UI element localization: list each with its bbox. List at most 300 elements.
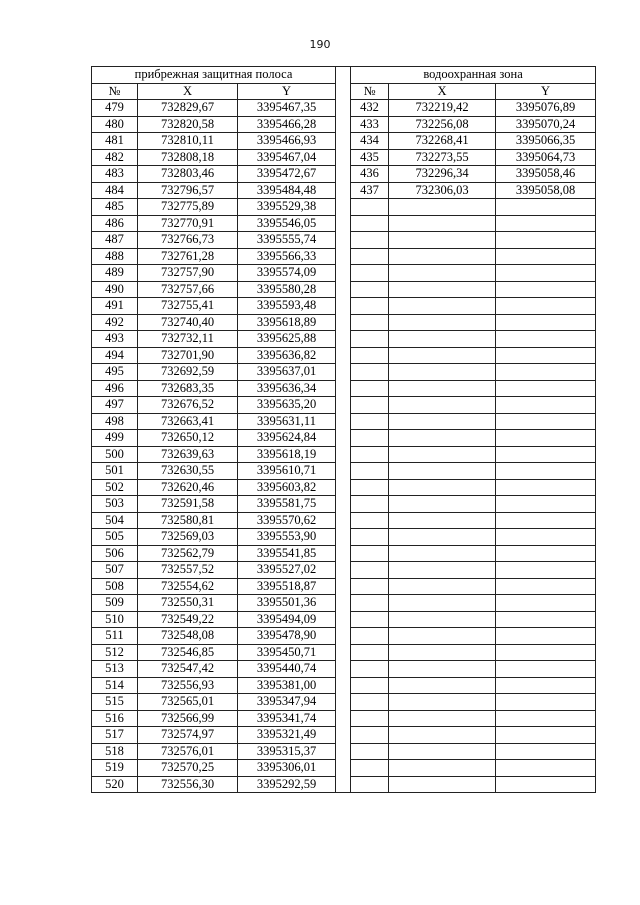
right-cell-y <box>496 232 596 249</box>
left-cell-number: 506 <box>92 545 138 562</box>
left-cell-x: 732565,01 <box>138 694 238 711</box>
left-cell-x: 732546,85 <box>138 644 238 661</box>
table-row <box>92 529 596 546</box>
right-cell-y <box>496 314 596 331</box>
right-cell-y: 3395058,46 <box>496 166 596 183</box>
right-cell-x: 732256,08 <box>389 116 496 133</box>
section-gap <box>336 314 351 331</box>
right-cell-number <box>351 331 389 348</box>
left-cell-x: 732803,46 <box>138 166 238 183</box>
right-cell-y <box>496 677 596 694</box>
left-cell-y: 3395603,82 <box>238 479 336 496</box>
left-cell-number: 500 <box>92 446 138 463</box>
left-cell-number: 490 <box>92 281 138 298</box>
right-cell-y <box>496 248 596 265</box>
table-row <box>92 694 596 711</box>
right-cell-y <box>496 199 596 216</box>
section-gap <box>336 529 351 546</box>
right-cell-number <box>351 463 389 480</box>
right-cell-y <box>496 331 596 348</box>
left-cell-y: 3395466,28 <box>238 116 336 133</box>
table-row <box>92 166 596 183</box>
right-cell-x <box>389 479 496 496</box>
table-row <box>92 100 596 117</box>
right-cell-x <box>389 727 496 744</box>
section-gap <box>336 116 351 133</box>
left-cell-x: 732554,62 <box>138 578 238 595</box>
right-cell-y: 3395058,08 <box>496 182 596 199</box>
section-gap <box>336 661 351 678</box>
table-row <box>92 661 596 678</box>
left-cell-x: 732650,12 <box>138 430 238 447</box>
left-cell-y: 3395610,71 <box>238 463 336 480</box>
right-cell-x <box>389 232 496 249</box>
right-cell-x <box>389 677 496 694</box>
right-cell-x <box>389 199 496 216</box>
right-cell-number <box>351 364 389 381</box>
column-header-row <box>92 83 596 100</box>
left-cell-x: 732566,99 <box>138 710 238 727</box>
right-cell-y <box>496 776 596 793</box>
left-cell-y: 3395450,71 <box>238 644 336 661</box>
section-gap <box>336 446 351 463</box>
table-row <box>92 248 596 265</box>
left-cell-y: 3395484,48 <box>238 182 336 199</box>
table-row <box>92 281 596 298</box>
left-cell-x: 732570,25 <box>138 760 238 777</box>
right-cell-number <box>351 380 389 397</box>
left-cell-y: 3395555,74 <box>238 232 336 249</box>
left-cell-number: 504 <box>92 512 138 529</box>
left-cell-number: 505 <box>92 529 138 546</box>
table-row <box>92 364 596 381</box>
section-gap <box>336 265 351 282</box>
table-row <box>92 133 596 150</box>
table-row <box>92 397 596 414</box>
right-cell-y <box>496 743 596 760</box>
right-cell-x <box>389 760 496 777</box>
right-cell-number <box>351 496 389 513</box>
right-cell-y <box>496 215 596 232</box>
left-cell-x: 732740,40 <box>138 314 238 331</box>
right-cell-number <box>351 265 389 282</box>
left-cell-y: 3395593,48 <box>238 298 336 315</box>
section-gap <box>336 413 351 430</box>
left-cell-number: 507 <box>92 562 138 579</box>
section-gap <box>336 166 351 183</box>
table-row <box>92 314 596 331</box>
left-cell-y: 3395624,84 <box>238 430 336 447</box>
left-cell-number: 499 <box>92 430 138 447</box>
section-gap <box>336 727 351 744</box>
right-cell-number <box>351 479 389 496</box>
left-cell-x: 732770,91 <box>138 215 238 232</box>
right-cell-x <box>389 776 496 793</box>
right-cell-number: 435 <box>351 149 389 166</box>
right-cell-number <box>351 628 389 645</box>
section-gap <box>336 67 351 84</box>
left-cell-y: 3395541,85 <box>238 545 336 562</box>
left-cell-number: 497 <box>92 397 138 414</box>
left-cell-y: 3395636,34 <box>238 380 336 397</box>
left-header-number: № <box>92 83 138 100</box>
right-cell-y <box>496 611 596 628</box>
right-cell-number <box>351 512 389 529</box>
right-cell-y <box>496 380 596 397</box>
left-cell-number: 483 <box>92 166 138 183</box>
right-cell-y <box>496 413 596 430</box>
right-cell-number <box>351 694 389 711</box>
right-cell-y <box>496 529 596 546</box>
right-cell-number <box>351 562 389 579</box>
section-gap <box>336 149 351 166</box>
right-cell-number <box>351 314 389 331</box>
left-cell-x: 732820,58 <box>138 116 238 133</box>
left-cell-x: 732732,11 <box>138 331 238 348</box>
right-cell-y: 3395066,35 <box>496 133 596 150</box>
table-row <box>92 776 596 793</box>
right-cell-number <box>351 215 389 232</box>
left-cell-x: 732683,35 <box>138 380 238 397</box>
left-cell-x: 732569,03 <box>138 529 238 546</box>
left-cell-number: 486 <box>92 215 138 232</box>
right-cell-number <box>351 710 389 727</box>
table-row <box>92 298 596 315</box>
right-cell-x <box>389 215 496 232</box>
right-cell-x <box>389 413 496 430</box>
left-header-y: Y <box>238 83 336 100</box>
left-cell-x: 732755,41 <box>138 298 238 315</box>
left-cell-x: 732549,22 <box>138 611 238 628</box>
left-cell-x: 732580,81 <box>138 512 238 529</box>
left-cell-y: 3395636,82 <box>238 347 336 364</box>
section-gap <box>336 562 351 579</box>
left-cell-number: 517 <box>92 727 138 744</box>
left-cell-x: 732692,59 <box>138 364 238 381</box>
left-cell-x: 732766,73 <box>138 232 238 249</box>
left-cell-number: 494 <box>92 347 138 364</box>
section-gap <box>336 133 351 150</box>
right-cell-number <box>351 611 389 628</box>
left-cell-number: 485 <box>92 199 138 216</box>
left-cell-y: 3395440,74 <box>238 661 336 678</box>
right-cell-y <box>496 727 596 744</box>
right-cell-y: 3395076,89 <box>496 100 596 117</box>
right-cell-number <box>351 595 389 612</box>
right-cell-number <box>351 232 389 249</box>
section-gap <box>336 512 351 529</box>
left-cell-x: 732829,67 <box>138 100 238 117</box>
coordinates-table <box>91 66 596 793</box>
left-cell-number: 509 <box>92 595 138 612</box>
left-cell-number: 511 <box>92 628 138 645</box>
table-row <box>92 463 596 480</box>
left-cell-number: 482 <box>92 149 138 166</box>
right-cell-number <box>351 743 389 760</box>
left-cell-number: 479 <box>92 100 138 117</box>
left-cell-number: 493 <box>92 331 138 348</box>
table-row <box>92 430 596 447</box>
left-cell-number: 495 <box>92 364 138 381</box>
section-gap <box>336 760 351 777</box>
right-cell-x <box>389 463 496 480</box>
right-cell-x <box>389 248 496 265</box>
page-number: 190 <box>309 38 331 51</box>
section-gap <box>336 496 351 513</box>
table-row <box>92 562 596 579</box>
left-cell-number: 498 <box>92 413 138 430</box>
left-cell-y: 3395527,02 <box>238 562 336 579</box>
left-cell-number: 489 <box>92 265 138 282</box>
right-cell-number: 434 <box>351 133 389 150</box>
right-cell-number <box>351 661 389 678</box>
left-cell-x: 732557,52 <box>138 562 238 579</box>
right-cell-number <box>351 446 389 463</box>
right-cell-y <box>496 298 596 315</box>
left-header-x: X <box>138 83 238 100</box>
right-cell-y <box>496 430 596 447</box>
section-gap <box>336 578 351 595</box>
left-cell-number: 491 <box>92 298 138 315</box>
table-row <box>92 743 596 760</box>
right-cell-y: 3395070,24 <box>496 116 596 133</box>
right-cell-number: 432 <box>351 100 389 117</box>
table-row <box>92 446 596 463</box>
right-cell-x <box>389 562 496 579</box>
section-gap <box>336 545 351 562</box>
right-cell-number <box>351 413 389 430</box>
right-cell-x <box>389 364 496 381</box>
left-cell-y: 3395472,67 <box>238 166 336 183</box>
section-gap <box>336 232 351 249</box>
section-gap <box>336 248 351 265</box>
left-cell-number: 492 <box>92 314 138 331</box>
section-gap <box>336 677 351 694</box>
left-cell-number: 520 <box>92 776 138 793</box>
coordinates-table-body <box>92 67 596 793</box>
right-cell-number <box>351 281 389 298</box>
table-row <box>92 215 596 232</box>
right-cell-x <box>389 545 496 562</box>
right-cell-y <box>496 578 596 595</box>
right-cell-x <box>389 446 496 463</box>
section-gap <box>336 776 351 793</box>
table-row <box>92 347 596 364</box>
right-cell-number <box>351 727 389 744</box>
section-gap <box>336 364 351 381</box>
left-cell-y: 3395566,33 <box>238 248 336 265</box>
right-cell-number <box>351 644 389 661</box>
right-cell-y <box>496 364 596 381</box>
right-cell-x <box>389 397 496 414</box>
right-cell-number: 436 <box>351 166 389 183</box>
right-cell-x <box>389 710 496 727</box>
section-gap <box>336 430 351 447</box>
right-cell-x <box>389 644 496 661</box>
left-cell-number: 480 <box>92 116 138 133</box>
right-cell-y <box>496 562 596 579</box>
section-gap <box>336 331 351 348</box>
section-gap <box>336 215 351 232</box>
right-cell-x <box>389 347 496 364</box>
table-row <box>92 760 596 777</box>
left-cell-y: 3395553,90 <box>238 529 336 546</box>
right-cell-y <box>496 347 596 364</box>
right-cell-number <box>351 760 389 777</box>
right-cell-y <box>496 397 596 414</box>
right-cell-y <box>496 479 596 496</box>
left-cell-number: 488 <box>92 248 138 265</box>
right-cell-x <box>389 694 496 711</box>
left-cell-x: 732562,79 <box>138 545 238 562</box>
table-row <box>92 677 596 694</box>
left-cell-y: 3395581,75 <box>238 496 336 513</box>
right-header-x: X <box>389 83 496 100</box>
left-cell-y: 3395467,35 <box>238 100 336 117</box>
table-row <box>92 496 596 513</box>
right-header-number: № <box>351 83 389 100</box>
left-cell-y: 3395625,88 <box>238 331 336 348</box>
left-cell-y: 3395466,93 <box>238 133 336 150</box>
left-cell-number: 484 <box>92 182 138 199</box>
right-cell-y <box>496 463 596 480</box>
right-cell-number: 433 <box>351 116 389 133</box>
right-cell-y: 3395064,73 <box>496 149 596 166</box>
right-cell-number <box>351 578 389 595</box>
right-cell-number <box>351 529 389 546</box>
right-cell-number <box>351 545 389 562</box>
section-gap <box>336 347 351 364</box>
right-cell-x <box>389 611 496 628</box>
left-cell-x: 732676,52 <box>138 397 238 414</box>
right-cell-x: 732306,03 <box>389 182 496 199</box>
left-cell-number: 508 <box>92 578 138 595</box>
left-cell-y: 3395618,19 <box>238 446 336 463</box>
left-cell-y: 3395618,89 <box>238 314 336 331</box>
table-row <box>92 331 596 348</box>
right-header-y: Y <box>496 83 596 100</box>
right-cell-x <box>389 298 496 315</box>
right-cell-y <box>496 446 596 463</box>
left-cell-x: 732548,08 <box>138 628 238 645</box>
table-row <box>92 710 596 727</box>
right-cell-x: 732273,55 <box>389 149 496 166</box>
section-gap <box>336 83 351 100</box>
left-cell-x: 732663,41 <box>138 413 238 430</box>
right-cell-x: 732296,34 <box>389 166 496 183</box>
left-cell-y: 3395467,04 <box>238 149 336 166</box>
left-cell-y: 3395574,09 <box>238 265 336 282</box>
right-cell-y <box>496 710 596 727</box>
right-cell-x: 732219,42 <box>389 100 496 117</box>
left-cell-x: 732757,90 <box>138 265 238 282</box>
left-cell-x: 732574,97 <box>138 727 238 744</box>
right-cell-x <box>389 529 496 546</box>
left-cell-x: 732556,30 <box>138 776 238 793</box>
left-cell-y: 3395292,59 <box>238 776 336 793</box>
section-title-row <box>92 67 596 84</box>
right-cell-y <box>496 545 596 562</box>
right-cell-number <box>351 298 389 315</box>
left-cell-x: 732630,55 <box>138 463 238 480</box>
left-cell-y: 3395631,11 <box>238 413 336 430</box>
left-cell-y: 3395347,94 <box>238 694 336 711</box>
table-row <box>92 512 596 529</box>
table-row <box>92 149 596 166</box>
right-cell-y <box>496 496 596 513</box>
right-cell-x <box>389 628 496 645</box>
section-gap <box>336 479 351 496</box>
left-cell-x: 732761,28 <box>138 248 238 265</box>
left-cell-y: 3395306,01 <box>238 760 336 777</box>
left-cell-y: 3395518,87 <box>238 578 336 595</box>
left-cell-x: 732639,63 <box>138 446 238 463</box>
left-cell-y: 3395478,90 <box>238 628 336 645</box>
table-row <box>92 628 596 645</box>
left-cell-x: 732757,66 <box>138 281 238 298</box>
section-gap <box>336 199 351 216</box>
table-row <box>92 545 596 562</box>
left-cell-x: 732556,93 <box>138 677 238 694</box>
right-cell-number <box>351 677 389 694</box>
section-gap <box>336 182 351 199</box>
left-cell-y: 3395494,09 <box>238 611 336 628</box>
left-cell-x: 732796,57 <box>138 182 238 199</box>
right-cell-x <box>389 496 496 513</box>
right-cell-y <box>496 265 596 282</box>
left-cell-number: 503 <box>92 496 138 513</box>
left-cell-y: 3395529,38 <box>238 199 336 216</box>
section-gap <box>336 100 351 117</box>
left-cell-number: 510 <box>92 611 138 628</box>
left-cell-y: 3395321,49 <box>238 727 336 744</box>
right-cell-y <box>496 512 596 529</box>
right-cell-x <box>389 512 496 529</box>
right-section-title: водоохранная зона <box>351 67 596 84</box>
right-cell-x <box>389 314 496 331</box>
left-cell-x: 732547,42 <box>138 661 238 678</box>
table-row <box>92 182 596 199</box>
table-row <box>92 265 596 282</box>
right-cell-x <box>389 380 496 397</box>
right-cell-y <box>496 694 596 711</box>
table-row <box>92 479 596 496</box>
left-cell-x: 732808,18 <box>138 149 238 166</box>
table-row <box>92 116 596 133</box>
table-row <box>92 232 596 249</box>
table-row <box>92 595 596 612</box>
section-gap <box>336 595 351 612</box>
left-cell-x: 732550,31 <box>138 595 238 612</box>
right-cell-x <box>389 430 496 447</box>
table-row <box>92 727 596 744</box>
right-cell-y <box>496 281 596 298</box>
left-cell-number: 513 <box>92 661 138 678</box>
left-cell-y: 3395580,28 <box>238 281 336 298</box>
left-cell-y: 3395341,74 <box>238 710 336 727</box>
section-gap <box>336 628 351 645</box>
right-cell-x <box>389 743 496 760</box>
left-cell-x: 732701,90 <box>138 347 238 364</box>
left-cell-x: 732775,89 <box>138 199 238 216</box>
left-cell-x: 732576,01 <box>138 743 238 760</box>
right-cell-y <box>496 644 596 661</box>
section-gap <box>336 281 351 298</box>
left-cell-number: 516 <box>92 710 138 727</box>
left-cell-number: 514 <box>92 677 138 694</box>
table-row <box>92 578 596 595</box>
right-cell-y <box>496 760 596 777</box>
